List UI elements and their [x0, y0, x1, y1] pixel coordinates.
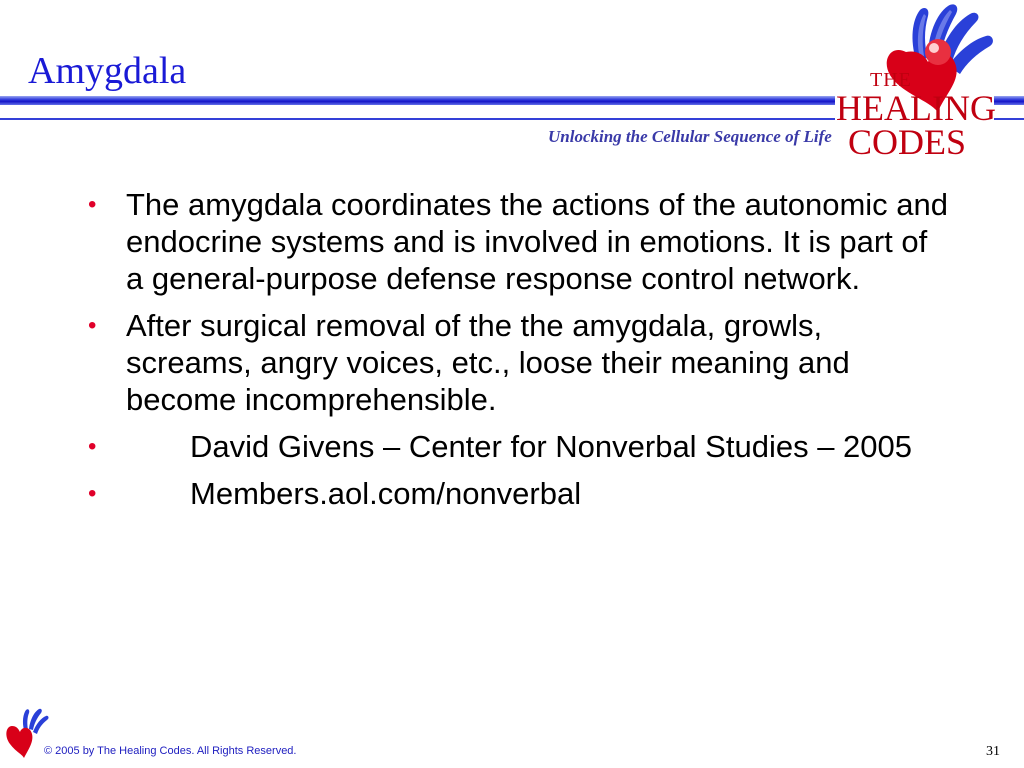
logo-wordmark — [826, 70, 1006, 160]
header-thin-rule — [0, 118, 835, 120]
bullet-list — [88, 186, 948, 522]
logo-healing: HEALING — [836, 88, 996, 128]
bullet-text: David Givens – Center for Nonverbal Studies – 2005 — [190, 429, 913, 464]
bullet-dot-icon: • — [88, 480, 97, 507]
tagline: Unlocking the Cellular Sequence of Life — [548, 127, 832, 146]
bullet-dot-icon: • — [88, 312, 97, 339]
page-number: 31 — [986, 744, 1000, 759]
bullet-text: Members.aol.com/nonverbal — [190, 476, 582, 511]
logo-codes: CODES — [848, 122, 967, 162]
footer-copyright: © 2005 by The Healing Codes. All Rights Reserved. — [44, 745, 297, 757]
bullet-text: The amygdala coordinates the actions of the autonomic and endocrine systems and is involved in emotions. It is part of a general-purpose defense response control network. — [126, 187, 949, 296]
bullet-text: After surgical removal of the the amygdala, growls, screams, angry voices, etc., loose their meaning and become incomprehensible. — [126, 308, 850, 417]
slide-title: Amygdala — [28, 50, 187, 92]
bullet-item — [88, 475, 948, 512]
bullet-item — [88, 307, 948, 418]
header-rule — [0, 96, 835, 105]
bullet-dot-icon: • — [88, 191, 97, 218]
bullet-item — [88, 428, 948, 465]
logo-the: THE — [870, 69, 912, 91]
bullet-dot-icon: • — [88, 433, 97, 460]
bullet-item — [88, 186, 948, 297]
